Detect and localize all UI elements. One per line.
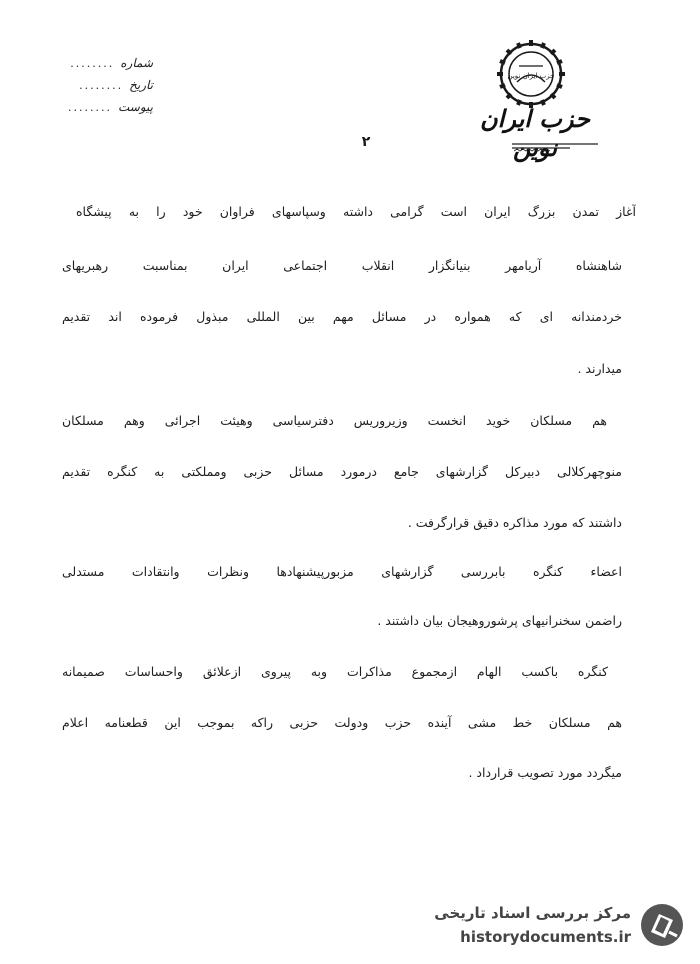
number-label: شماره bbox=[120, 56, 153, 70]
watermark-title: مرکز بررسی اسناد تاریخی bbox=[434, 904, 631, 922]
page-number: ۲ bbox=[361, 134, 371, 150]
reference-fields bbox=[58, 56, 153, 122]
body-line: هم مسلکان خوید انخست وزیروریس دفترسیاسی وهیئت اجرائی وهم مسلکان bbox=[62, 413, 607, 428]
body-line: میگردد مورد تصویب قرارداد . bbox=[468, 765, 622, 780]
emblem-text: حزب ایران نوین bbox=[507, 72, 555, 80]
watermark-url: historydocuments.ir bbox=[460, 928, 631, 946]
body-line: آغاز تمدن بزرگ ایران است گرامی داشته وسپاسهای فراوان خود را به پیشگاه bbox=[76, 204, 636, 219]
attachment-field bbox=[58, 100, 153, 122]
party-emblem-icon bbox=[495, 38, 567, 110]
body-line: خردمندانه ای که همواره در مسائل مهم بین المللی مبذول فرموده اند تقدیم bbox=[62, 309, 622, 324]
attachment-dots: ........ bbox=[68, 101, 112, 114]
body-line: شاهنشاه آریامهر بنیانگزار انقلاب اجتماعی ایران بمناسبت رهبریهای bbox=[62, 258, 622, 273]
body-line: راضمن سخنرانیهای پرشوروهیجان بیان داشتند . bbox=[377, 613, 622, 628]
body-line: داشتند که مورد مذاکره دقیق قرارگرفت . bbox=[407, 515, 622, 530]
body-line: کنگره باکسب الهام ازمجموع مذاکرات وبه پیروی ازعلائق واحساسات صمیمانه bbox=[62, 664, 608, 679]
body-line: میدارند . bbox=[577, 361, 622, 376]
attachment-label: پیوست bbox=[118, 100, 153, 114]
archive-watermark bbox=[418, 896, 693, 956]
body-line: اعضاء کنگره بابررسی گزارشهای مزبورپیشنهادها ونظرات وانتقادات مستدلی bbox=[62, 564, 622, 579]
date-dots: ........ bbox=[79, 79, 124, 92]
underline-flourish bbox=[510, 140, 600, 154]
body-line: منوچهرکلالی دبیرکل گزارشهای جامع درمورد مسائل حزبی ومملکتی به کنگره تقدیم bbox=[62, 464, 622, 479]
archive-logo-icon bbox=[639, 902, 685, 948]
party-name: حزب ایران نوین bbox=[480, 104, 590, 162]
number-dots: ........ bbox=[70, 57, 115, 70]
date-field bbox=[58, 78, 153, 100]
body-line: هم مسلکان خط مشی آینده حزب ودولت حزبی راکه بموجب این قطعنامه اعلام bbox=[62, 715, 622, 730]
number-field bbox=[58, 56, 153, 78]
date-label: تاریخ bbox=[129, 78, 153, 92]
